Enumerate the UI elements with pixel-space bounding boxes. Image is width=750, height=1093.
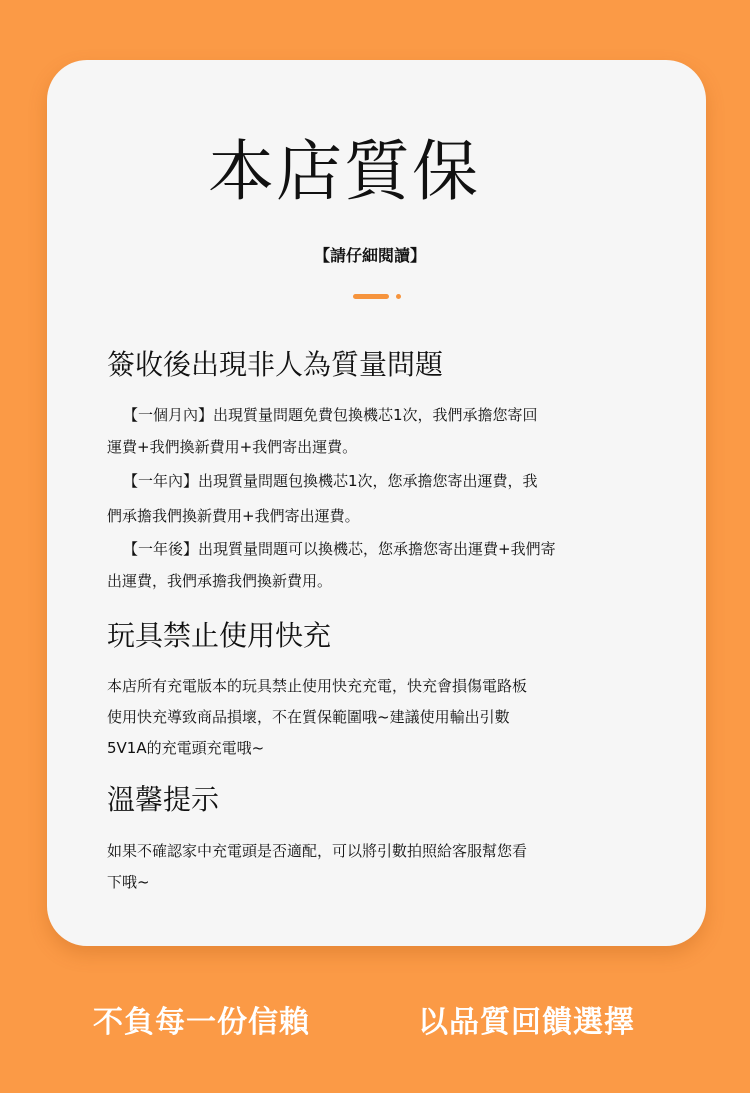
- section-heading-fast-charge: 玩具禁止使用快充: [107, 619, 332, 652]
- section-line: 們承擔我們換新費用+我們寄出運費。: [107, 507, 360, 525]
- section-line: 【一年內】出現質量問題包換機芯1次，您承擔您寄出運費，我: [123, 472, 538, 490]
- section-line: 如果不確認家中充電頭是否適配，可以將引數拍照給客服幫您看: [107, 842, 528, 860]
- section-line: 本店所有充電版本的玩具禁止使用快充充電，快充會損傷電路板: [107, 677, 528, 695]
- section-line: 運費+我們換新費用+我們寄出運費。: [107, 438, 358, 456]
- page-subtitle: 【請仔細閱讀】: [313, 246, 426, 265]
- section-heading-quality: 簽收後出現非人為質量問題: [107, 348, 444, 381]
- section-line: 5V1A的充電頭充電哦~: [107, 739, 265, 757]
- section-line: 【一個月內】出現質量問題免費包換機芯1次，我們承擔您寄回: [123, 406, 538, 424]
- footer-slogan-left: 不負每一份信賴: [93, 1005, 310, 1040]
- page-title: 本店質保: [208, 133, 480, 210]
- footer-slogan-right: 以品質回饋選擇: [418, 1005, 635, 1040]
- divider-dot: [396, 294, 401, 299]
- section-line: 使用快充導致商品損壞，不在質保範圍哦~建議使用輸出引數: [107, 708, 510, 726]
- section-line: 下哦~: [107, 873, 150, 891]
- divider-bar: [353, 294, 389, 299]
- section-heading-tips: 溫馨提示: [107, 783, 220, 816]
- section-line: 出運費，我們承擔我們換新費用。: [107, 572, 333, 590]
- section-line: 【一年後】出現質量問題可以換機芯，您承擔您寄出運費+我們寄: [123, 540, 556, 558]
